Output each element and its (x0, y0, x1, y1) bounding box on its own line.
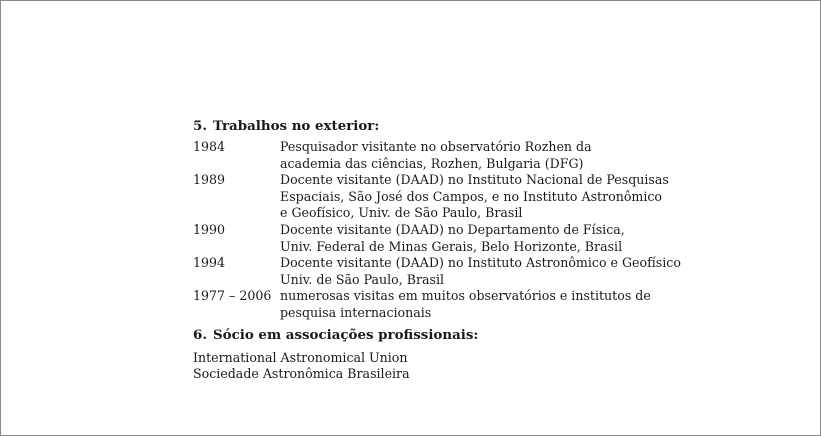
description-line: Univ. Federal de Minas Gerais, Belo Horizonte, Brasil (280, 238, 623, 254)
description-line: Docente visitante (DAAD) no Departamento de Física, (280, 221, 625, 237)
list-item (193, 139, 693, 172)
entry-year: 1977 – 2006 (193, 288, 272, 304)
section-heading (193, 326, 693, 344)
list-item (193, 172, 693, 222)
entry-description (280, 139, 693, 172)
description-line: Docente visitante (DAAD) no Instituto Astronômico e Geofísico (280, 255, 681, 271)
section-heading (193, 117, 693, 135)
entry-year: 1994 (193, 255, 226, 271)
description-line: pesquisa internacionais (280, 304, 432, 320)
entry-year: 1990 (193, 221, 226, 237)
description-line: Univ. de São Paulo, Brasil (280, 271, 445, 287)
entry-year: 1984 (193, 139, 226, 154)
description-line: Pesquisador visitante no observatório Rozhen da (280, 139, 592, 154)
list-item (193, 288, 693, 321)
entry-description (280, 172, 693, 222)
entry-description (280, 288, 693, 321)
description-line: academia das ciências, Rozhen, Bulgaria (DFG) (280, 155, 584, 171)
description-line: Docente visitante (DAAD) no Instituto Nacional de Pesquisas (280, 172, 669, 188)
list-item: Sociedade Astronômica Brasileira (193, 366, 410, 382)
description-line: Espaciais, São José dos Campos, e no Instituto Astronômico (280, 188, 663, 204)
section-number: 5. (193, 118, 207, 134)
list-item (193, 222, 693, 255)
section-work-abroad (193, 117, 693, 322)
entry-description (280, 222, 693, 255)
description-line: e Geofísico, Univ. de São Paulo, Brasil (280, 205, 523, 221)
section-title: Trabalhos no exterior: (212, 118, 380, 134)
document-content (193, 117, 693, 383)
section-title: Sócio em associações profissionais: (212, 326, 479, 343)
list-item (193, 255, 693, 288)
entry-year: 1989 (193, 172, 226, 188)
entry-description (280, 255, 693, 288)
description-line: numerosas visitas em muitos observatórios e institutos de (280, 288, 651, 304)
association-list (193, 350, 693, 383)
list-item: International Astronomical Union (193, 349, 408, 365)
section-associations (193, 326, 693, 383)
section-number: 6. (193, 326, 207, 343)
